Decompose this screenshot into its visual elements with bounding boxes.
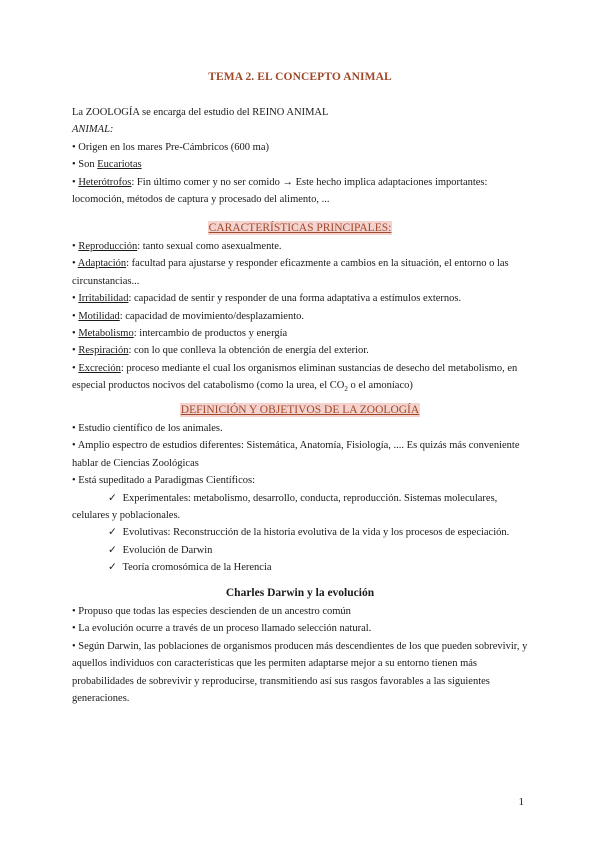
- term-heterotrofos: Heterótrofos: [78, 176, 132, 188]
- list-item: • Irritabilidad: capacidad de sentir y responder de una forma adaptativa a estímulos externos.: [72, 293, 462, 305]
- term-eucariotas: Eucariotas: [97, 159, 142, 171]
- term: Metabolismo: [78, 328, 134, 340]
- item-text: o el amoníaco): [347, 380, 413, 392]
- check-icon: ✓: [108, 527, 117, 539]
- subscript: 2: [344, 385, 348, 394]
- darwin-list: [72, 603, 532, 707]
- page-number: 1: [518, 796, 524, 808]
- item-text: : con lo que conlleva la obtención de energía del exterior.: [128, 345, 369, 357]
- characteristics-list: [72, 238, 532, 399]
- term: Adaptación: [77, 258, 127, 270]
- page-title: TEMA 2. EL CONCEPTO ANIMAL: [208, 71, 392, 83]
- check-item: [72, 490, 532, 507]
- check-text: Evolución de Darwin: [122, 544, 213, 556]
- term: Motilidad: [78, 310, 120, 322]
- list-item: • Amplio espectro de estudios diferentes: Sistemática, Anatomía, Fisiología, .... Es quizás más conveniente hablar de Ciencias Zoológicas: [72, 440, 520, 469]
- item-text: : proceso mediante el cual los organismos eliminan sustancias de desecho del metabolismo, en especial productos nocivos del catabolismo (como la urea, el CO: [72, 362, 518, 392]
- section-heading-definition: DEFINICIÓN Y OBJETIVOS DE LA ZOOLOGÍA: [180, 404, 420, 416]
- list-item: • Respiración: con lo que conlleva la obtención de energía del exterior.: [72, 345, 369, 357]
- check-item: [72, 542, 532, 559]
- item-text: : intercambio de productos y energía: [133, 328, 288, 340]
- term: Irritabilidad: [78, 293, 129, 305]
- term: Reproducción: [78, 241, 138, 252]
- list-item: • Motilidad: capacidad de movimiento/desplazamiento.: [72, 310, 305, 322]
- check-text: Evolutivas: Reconstrucción de la historia evolutiva de la vida y los procesos de especiación.: [122, 527, 510, 539]
- section-heading-characteristics: CARACTERÍSTICAS PRINCIPALES:: [208, 222, 392, 234]
- term: Excreción: [78, 362, 121, 374]
- heterotrophs-text: : Fin último comer y no ser comido → Este hecho implica adaptaciones importantes: locomoción, métodos de captura y procesado del alimento, ...: [72, 176, 488, 206]
- intro-line: La ZOOLOGÍA se encarga del estudio del REINO ANIMAL: [72, 107, 329, 118]
- list-item: • Estudio científico de los animales.: [72, 423, 223, 434]
- list-item: • Metabolismo: intercambio de productos y energía: [72, 328, 288, 340]
- intro-block: [72, 104, 532, 208]
- check-item-continuation: celulares y poblacionales.: [72, 510, 181, 522]
- check-text: Experimentales: metabolismo, desarrollo, conducta, reproducción. Sistemas moleculares,: [122, 492, 498, 504]
- bullet-origin: • Origen en los mares Pre-Cámbricos (600 ma): [72, 141, 269, 153]
- check-icon: ✓: [108, 562, 117, 574]
- list-item: • Adaptación: facultad para ajustarse y responder eficazmente a cambios en la situación, el entorno o las circunstancias...: [72, 258, 509, 287]
- animal-label: ANIMAL:: [72, 124, 114, 136]
- check-icon: ✓: [108, 544, 117, 556]
- bullet-heterotrophs: [72, 174, 532, 209]
- check-item: [72, 559, 532, 576]
- list-item: • Propuso que todas las especies descienden de un ancestro común: [72, 606, 351, 617]
- bullet-prefix: •: [72, 176, 79, 188]
- definition-list: [72, 420, 532, 577]
- section-heading-darwin: Charles Darwin y la evolución: [225, 587, 375, 599]
- list-item: • Según Darwin, las poblaciones de organismos producen más descendientes de los que pueden sobrevivir, y aquellos individuos con características que les permiten adaptarse mejor a su entorno tienen más probabilidades de sobrevivir y reproducirse, transmitiendo así sus rasgos favorables a las siguientes generaciones.: [72, 640, 528, 705]
- list-item: • Está supeditado a Paradigmas Científicos:: [72, 475, 256, 487]
- check-text: Teoría cromosómica de la Herencia: [122, 562, 272, 574]
- bullet-prefix: • Son: [72, 159, 98, 171]
- term: Respiración: [78, 345, 129, 357]
- item-text: : tanto sexual como asexualmente.: [137, 241, 282, 252]
- list-item: • Excreción: proceso mediante el cual los organismos eliminan sustancias de desecho del metabolismo, en especial productos nocivos del catabolismo (como la urea, el $CO_2$ o el amoníaco): [72, 362, 518, 394]
- list-item: • Reproducción: tanto sexual como asexualmente.: [72, 241, 282, 252]
- check-item: [72, 524, 532, 541]
- check-icon: ✓: [108, 492, 117, 504]
- bullet-eukaryotes: [72, 156, 532, 173]
- item-text: : capacidad de sentir y responder de una forma adaptativa a estímulos externos.: [128, 293, 462, 305]
- item-text: : facultad para ajustarse y responder eficazmente a cambios en la situación, el entorno o las circunstancias...: [72, 258, 509, 287]
- item-text: : capacidad de movimiento/desplazamiento.: [119, 310, 305, 322]
- list-item: • La evolución ocurre a través de un proceso llamado selección natural.: [72, 623, 372, 635]
